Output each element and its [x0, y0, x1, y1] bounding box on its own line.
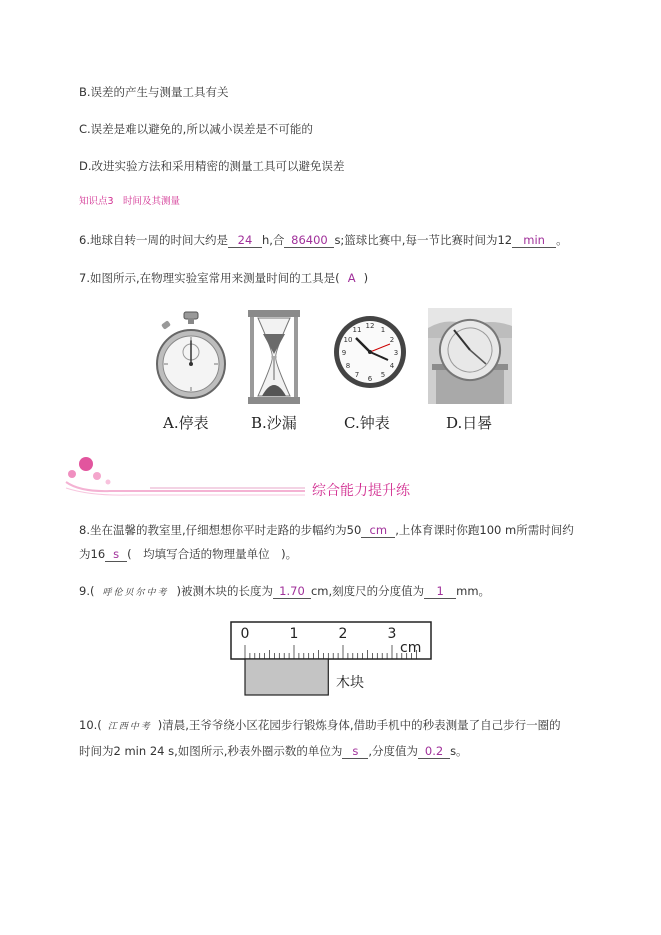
sundial-icon — [428, 308, 512, 404]
q10-text-3: 时间为2 min 24 s,如图所示,秒表外圈示数的单位为 — [79, 744, 343, 758]
svg-text:8: 8 — [345, 362, 351, 370]
ruler-label: 3 — [387, 626, 397, 642]
figure-caption-a: A.停表 — [163, 414, 209, 432]
svg-text:1: 1 — [380, 326, 386, 334]
q10-text-5: s。 — [450, 744, 468, 758]
q6-answer-2: 86400 — [284, 234, 334, 248]
q8-text-3: 为16 — [79, 547, 106, 561]
clock-icon — [330, 308, 412, 404]
q8-text-4: ( 均填写合适的物理量单位 )。 — [127, 547, 298, 561]
figure-caption-b: B.沙漏 — [251, 414, 297, 432]
q9-answer-2: 1 — [424, 585, 456, 599]
ruler-label: 2 — [338, 626, 348, 642]
q10-answer-1: s — [342, 745, 368, 759]
svg-text:11: 11 — [352, 326, 362, 334]
block-label: 木块 — [336, 675, 364, 691]
option-c: C.误差是难以避免的,所以减小误差是不可能的 — [79, 122, 313, 136]
ruler-label: 0 — [240, 626, 250, 642]
q9-note: 呼伦贝尔中考 — [102, 588, 169, 598]
svg-text:6: 6 — [367, 375, 373, 383]
svg-text:4: 4 — [389, 362, 395, 370]
stopwatch-icon — [150, 308, 232, 404]
q8-answer-2: s — [105, 548, 127, 562]
q6-text-1: 6.地球自转一周的时间大约是 — [79, 233, 228, 247]
svg-text:3: 3 — [393, 349, 399, 357]
option-b: B.误差的产生与测量工具有关 — [79, 85, 229, 99]
q7-text-2: ) — [363, 271, 369, 285]
q6-text-4: 。 — [556, 233, 568, 247]
q9-text-2: )被测木块的长度为 — [176, 584, 273, 598]
q9-text-3: cm,刻度尺的分度值为 — [310, 584, 425, 598]
question-8-line-1 — [79, 522, 574, 538]
svg-text:12: 12 — [365, 322, 375, 330]
q10-answer-2: 0.2 — [418, 745, 450, 759]
q10-text-4: ,分度值为 — [368, 744, 419, 758]
svg-text:5: 5 — [380, 371, 386, 379]
q9-answer-1: 1.70 — [273, 585, 311, 599]
q7-answer: A — [347, 271, 356, 285]
q10-note: 江西中考 — [107, 722, 152, 732]
question-10-line-1 — [79, 717, 561, 735]
question-10-line-2 — [79, 743, 468, 759]
svg-text:7: 7 — [354, 371, 360, 379]
question-7 — [79, 270, 368, 286]
q6-answer-3: min — [512, 234, 556, 248]
q8-text-2: ,上体育课时你跑100 m所需时间约 — [395, 523, 574, 537]
ruler-figure — [230, 620, 435, 700]
section-title: 知识点3 时间及其测量 — [79, 196, 181, 207]
ruler-unit: cm — [400, 640, 422, 656]
q10-text-2: )清晨,王爷爷绕小区花园步行锻炼身体,借助手机中的秒表测量了自己步行一圈的 — [157, 718, 561, 732]
hourglass-icon — [240, 308, 322, 404]
q6-answer-1: 24 — [228, 234, 262, 248]
svg-text:9: 9 — [341, 349, 347, 357]
wood-block — [245, 659, 328, 695]
q9-text-4: mm。 — [456, 584, 491, 598]
q9-text-1: 9.( — [79, 584, 95, 598]
ruler-label: 1 — [289, 626, 299, 642]
q7-text-1: 7.如图所示,在物理实验室常用来测量时间的工具是( — [79, 271, 340, 285]
svg-text:2: 2 — [389, 336, 395, 344]
question-6 — [79, 232, 568, 248]
option-d: D.改进实验方法和采用精密的测量工具可以避免误差 — [79, 159, 345, 173]
question-8-line-2 — [79, 546, 297, 562]
q6-text-3: s;篮球比赛中,每一节比赛时间为12 — [334, 233, 513, 247]
question-9 — [79, 583, 490, 601]
figure-caption-c: C.钟表 — [344, 414, 390, 432]
q6-text-2: h,合 — [261, 233, 285, 247]
banner-title: 综合能力提升练 — [312, 483, 410, 499]
q8-answer-1: cm — [361, 524, 395, 538]
svg-text:10: 10 — [343, 336, 353, 344]
q8-text-1: 8.坐在温馨的教室里,仔细想想你平时走路的步幅约为50 — [79, 523, 362, 537]
section-banner — [0, 452, 661, 502]
q10-text-1: 10.( — [79, 718, 102, 732]
figure-caption-d: D.日晷 — [446, 414, 493, 432]
